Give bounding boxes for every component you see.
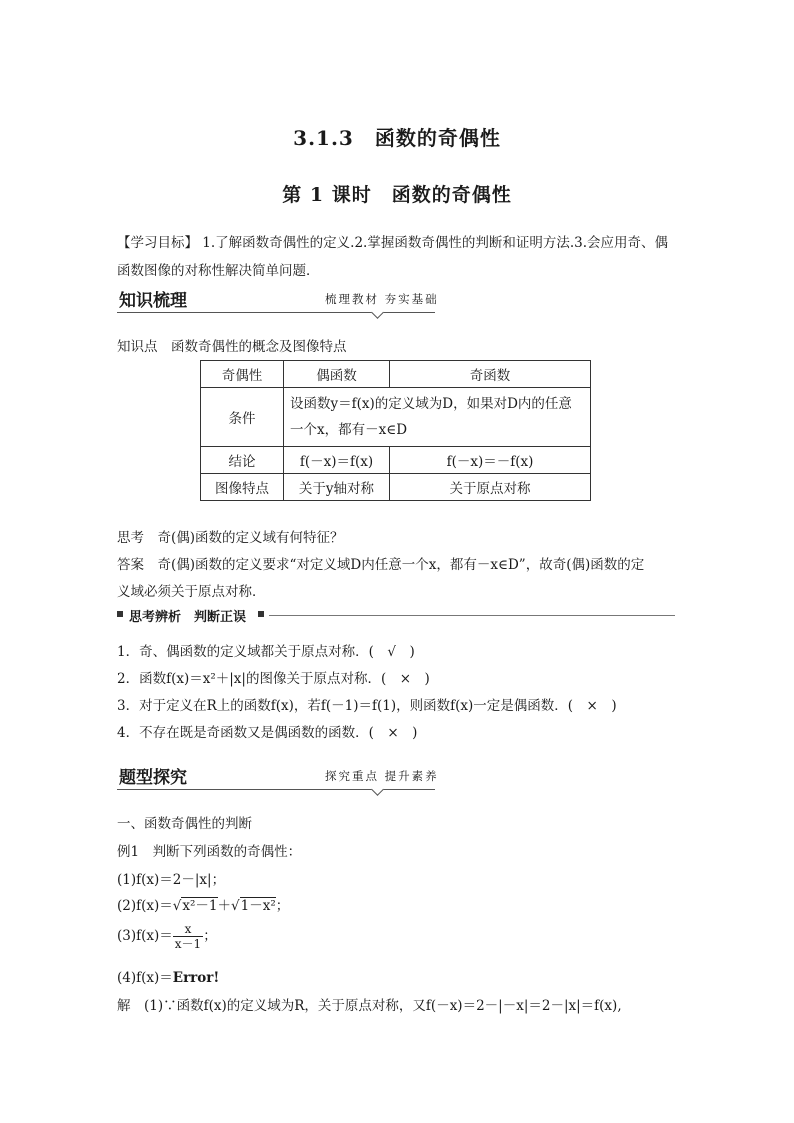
square-bullet-icon xyxy=(117,611,123,617)
divider-notch xyxy=(371,306,384,319)
table-cell: 关于原点对称 xyxy=(390,474,591,501)
judgment-item: 3．对于定义在R上的函数f(x)，若f(－1)＝f(1)，则函数f(x)一定是偶函数．( × ) xyxy=(117,698,617,714)
judgment-item: 1．奇、偶函数的定义域都关于原点对称．( √ ) xyxy=(117,644,415,660)
fraction xyxy=(173,922,203,951)
table-header: 奇函数 xyxy=(390,361,591,388)
table-row xyxy=(201,388,591,447)
section-subtitle: 梳理教材 夯实基础 xyxy=(325,292,439,306)
discuss-label: 思考辨析 判断正误 xyxy=(129,610,247,625)
judgment-item: 2．函数f(x)＝x²＋|x|的图像关于原点对称．( × ) xyxy=(117,671,430,687)
table-row xyxy=(201,447,591,474)
function-item-4 xyxy=(117,966,219,986)
divider xyxy=(117,789,435,790)
table-cell: 关于y轴对称 xyxy=(284,474,390,501)
section-subtitle: 探究重点 提升素养 xyxy=(325,769,439,783)
item-prefix: (3)f(x)＝ xyxy=(117,928,173,944)
table-cell: f(－x)＝f(x) xyxy=(284,447,390,474)
part-title: 一、函数奇偶性的判断 xyxy=(117,816,252,832)
table-cell-condition xyxy=(284,388,591,447)
section-name: 知识梳理 xyxy=(119,291,187,311)
table-cell: 图像特点 xyxy=(201,474,284,501)
divider xyxy=(117,312,435,313)
error-text: Error! xyxy=(172,970,220,986)
denominator: x－1 xyxy=(174,937,202,951)
table-header: 偶函数 xyxy=(284,361,390,388)
example-title: 例1 判断下列函数的奇偶性： xyxy=(117,844,302,860)
think-question: 思考 奇(偶)函数的定义域有何特征？ xyxy=(117,530,344,546)
function-item-1: (1)f(x)＝2－|x|； xyxy=(117,872,226,888)
function-item-3 xyxy=(117,922,217,951)
learning-goals-line1: 【学习目标】 1.了解函数奇偶性的定义.2.掌握函数奇偶性的判断和证明方法.3.会应用奇、偶 xyxy=(117,235,669,251)
radicand: 1－x² xyxy=(240,898,276,914)
numerator: x xyxy=(173,922,203,937)
divider-notch xyxy=(371,783,384,796)
solution-line1: 解 (1)∵函数f(x)的定义域为R，关于原点对称，又f(－x)＝2－|－x|＝2－|x|＝f(x), xyxy=(117,998,622,1014)
table-header: 奇偶性 xyxy=(201,361,284,388)
knowledge-point-title: 知识点 函数奇偶性的概念及图像特点 xyxy=(117,339,347,355)
radicand: x²－1 xyxy=(182,898,218,914)
table-cell: f(－x)＝－f(x) xyxy=(390,447,591,474)
function-item-2 xyxy=(117,894,289,914)
item-prefix: (2)f(x)＝ xyxy=(117,898,173,914)
discuss-header xyxy=(117,606,677,624)
learning-goals-line2: 函数图像的对称性解决简单问题． xyxy=(117,263,320,279)
table-cell: 结论 xyxy=(201,447,284,474)
sqrt-sign-icon: √ xyxy=(172,898,182,914)
section-header-knowledge xyxy=(117,286,437,314)
section-name: 题型探究 xyxy=(119,768,187,788)
answer-line1: 答案 奇(偶)函数的定义要求“对定义域D内任意一个x，都有－x∈D”，故奇(偶)函数的定 xyxy=(117,557,645,573)
item-end: ； xyxy=(203,928,217,944)
table-row xyxy=(201,474,591,501)
item-end: ； xyxy=(275,898,290,914)
parity-table xyxy=(200,360,591,501)
table-row xyxy=(201,361,591,388)
page-title: 3.1.3 函数的奇偶性 xyxy=(293,126,501,150)
judgment-item: 4．不存在既是奇函数又是偶函数的函数．( × ) xyxy=(117,725,418,741)
plus-sign: ＋ xyxy=(217,898,232,914)
sqrt-sign-icon: √ xyxy=(231,898,240,914)
item-prefix: (4)f(x)＝ xyxy=(117,970,173,986)
section-header-explore xyxy=(117,763,437,791)
condition-line1: 设函数y＝f(x)的定义域为D，如果对D内的任意 xyxy=(290,396,572,412)
condition-line2: 一个x，都有－x∈D xyxy=(290,422,408,438)
answer-line2: 义域必须关于原点对称． xyxy=(117,584,266,600)
divider xyxy=(269,615,675,616)
table-cell: 条件 xyxy=(201,388,284,447)
lesson-subtitle: 第 1 课时 函数的奇偶性 xyxy=(282,184,512,206)
square-bullet-icon xyxy=(258,611,264,617)
